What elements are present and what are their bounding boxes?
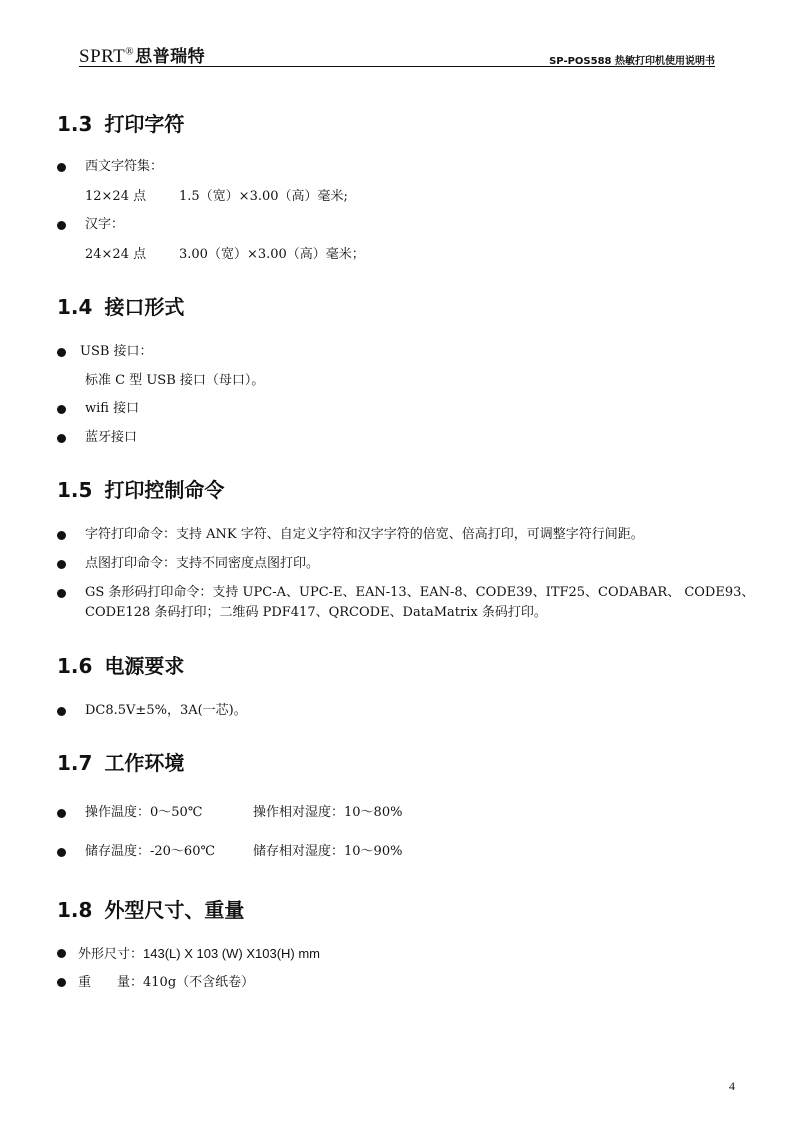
section-number: 1.4 [57, 295, 93, 319]
section-heading-1-6 [57, 650, 184, 679]
bullet [57, 348, 66, 357]
usb-interface-label: USB 接口： [80, 344, 153, 359]
page-number: 4 [729, 1079, 735, 1093]
section-heading-1-7 [57, 747, 184, 776]
dimensions-value: 143(L) X 103 (W) X103(H) mm [143, 946, 321, 961]
section-heading-1-4 [57, 291, 184, 320]
bullet [57, 707, 66, 716]
wifi-interface: wifi 接口 [85, 401, 140, 416]
bullet [57, 405, 66, 414]
western-charset-label: 西文字符集： [85, 159, 164, 174]
section-heading-1-3 [57, 108, 184, 137]
storage-temperature: 储存温度：-20～60℃ [85, 844, 216, 859]
western-char-size: 1.5（宽）×3.00（高）毫米; [179, 189, 348, 204]
bullet [57, 163, 66, 172]
weight-value: 410g（不含纸卷） [143, 975, 255, 990]
bullet [57, 978, 66, 987]
barcode-command-line2: CODE128 条码打印；二维码 PDF417、QRCODE、DataMatrix 条码打印。 [85, 605, 547, 620]
power-requirement: DC8.5V±5%，3A(一芯)。 [85, 703, 247, 718]
section-heading-1-8 [57, 894, 244, 923]
usb-interface-detail: 标准 C 型 USB 接口（母口）。 [85, 373, 265, 388]
char-print-command: 字符打印命令：支持 ANK 字符、自定义字符和汉字字符的倍宽、倍高打印，可调整字符行间距。 [85, 527, 644, 542]
section-number: 1.5 [57, 478, 93, 502]
bullet [57, 949, 66, 958]
bullet [57, 809, 66, 818]
hanzi-dot-matrix: 24×24 点 [85, 247, 147, 262]
logo-latin: SPRT [79, 46, 126, 67]
bitmap-print-command: 点图打印命令：支持不同密度点图打印。 [85, 556, 320, 571]
section-title: 打印字符 [104, 112, 185, 136]
dimensions-label: 外形尺寸： [78, 947, 144, 962]
bullet [57, 531, 66, 540]
section-title: 外型尺寸、重量 [104, 898, 245, 922]
page-header [79, 40, 715, 67]
section-heading-1-5 [57, 474, 224, 503]
section-title: 电源要求 [104, 654, 185, 678]
section-title: 工作环境 [104, 751, 185, 775]
dimensions-row [78, 944, 320, 965]
bullet [57, 589, 66, 598]
hanzi-char-size: 3.00（宽）×3.00（高）毫米； [179, 247, 365, 262]
storage-humidity: 储存相对湿度：10～90% [253, 844, 403, 859]
hanzi-label: 汉字： [85, 217, 125, 232]
brand-logo [79, 42, 205, 68]
weight-label: 重 量： [78, 975, 144, 990]
section-title: 打印控制命令 [104, 478, 225, 502]
weight-row [78, 973, 254, 993]
document-title: SP-POS588 热敏打印机使用说明书 [549, 56, 715, 67]
operating-temperature: 操作温度：0～50℃ [85, 805, 203, 820]
section-number: 1.8 [57, 898, 93, 922]
section-number: 1.7 [57, 751, 93, 775]
registered-mark: ® [125, 45, 135, 58]
bullet [57, 848, 66, 857]
operating-humidity: 操作相对湿度：10～80% [253, 805, 403, 820]
western-dot-matrix: 12×24 点 [85, 189, 147, 204]
section-number: 1.3 [57, 112, 93, 136]
bluetooth-interface: 蓝牙接口 [85, 430, 138, 445]
section-title: 接口形式 [104, 295, 185, 319]
logo-chinese: 思普瑞特 [135, 47, 206, 67]
bullet [57, 221, 66, 230]
barcode-command-line1: GS 条形码打印命令：支持 UPC-A、UPC-E、EAN-13、EAN-8、CODE39、ITF25、CODABAR、 CODE93、 [85, 585, 755, 600]
section-number: 1.6 [57, 654, 93, 678]
bullet [57, 434, 66, 443]
bullet [57, 560, 66, 569]
